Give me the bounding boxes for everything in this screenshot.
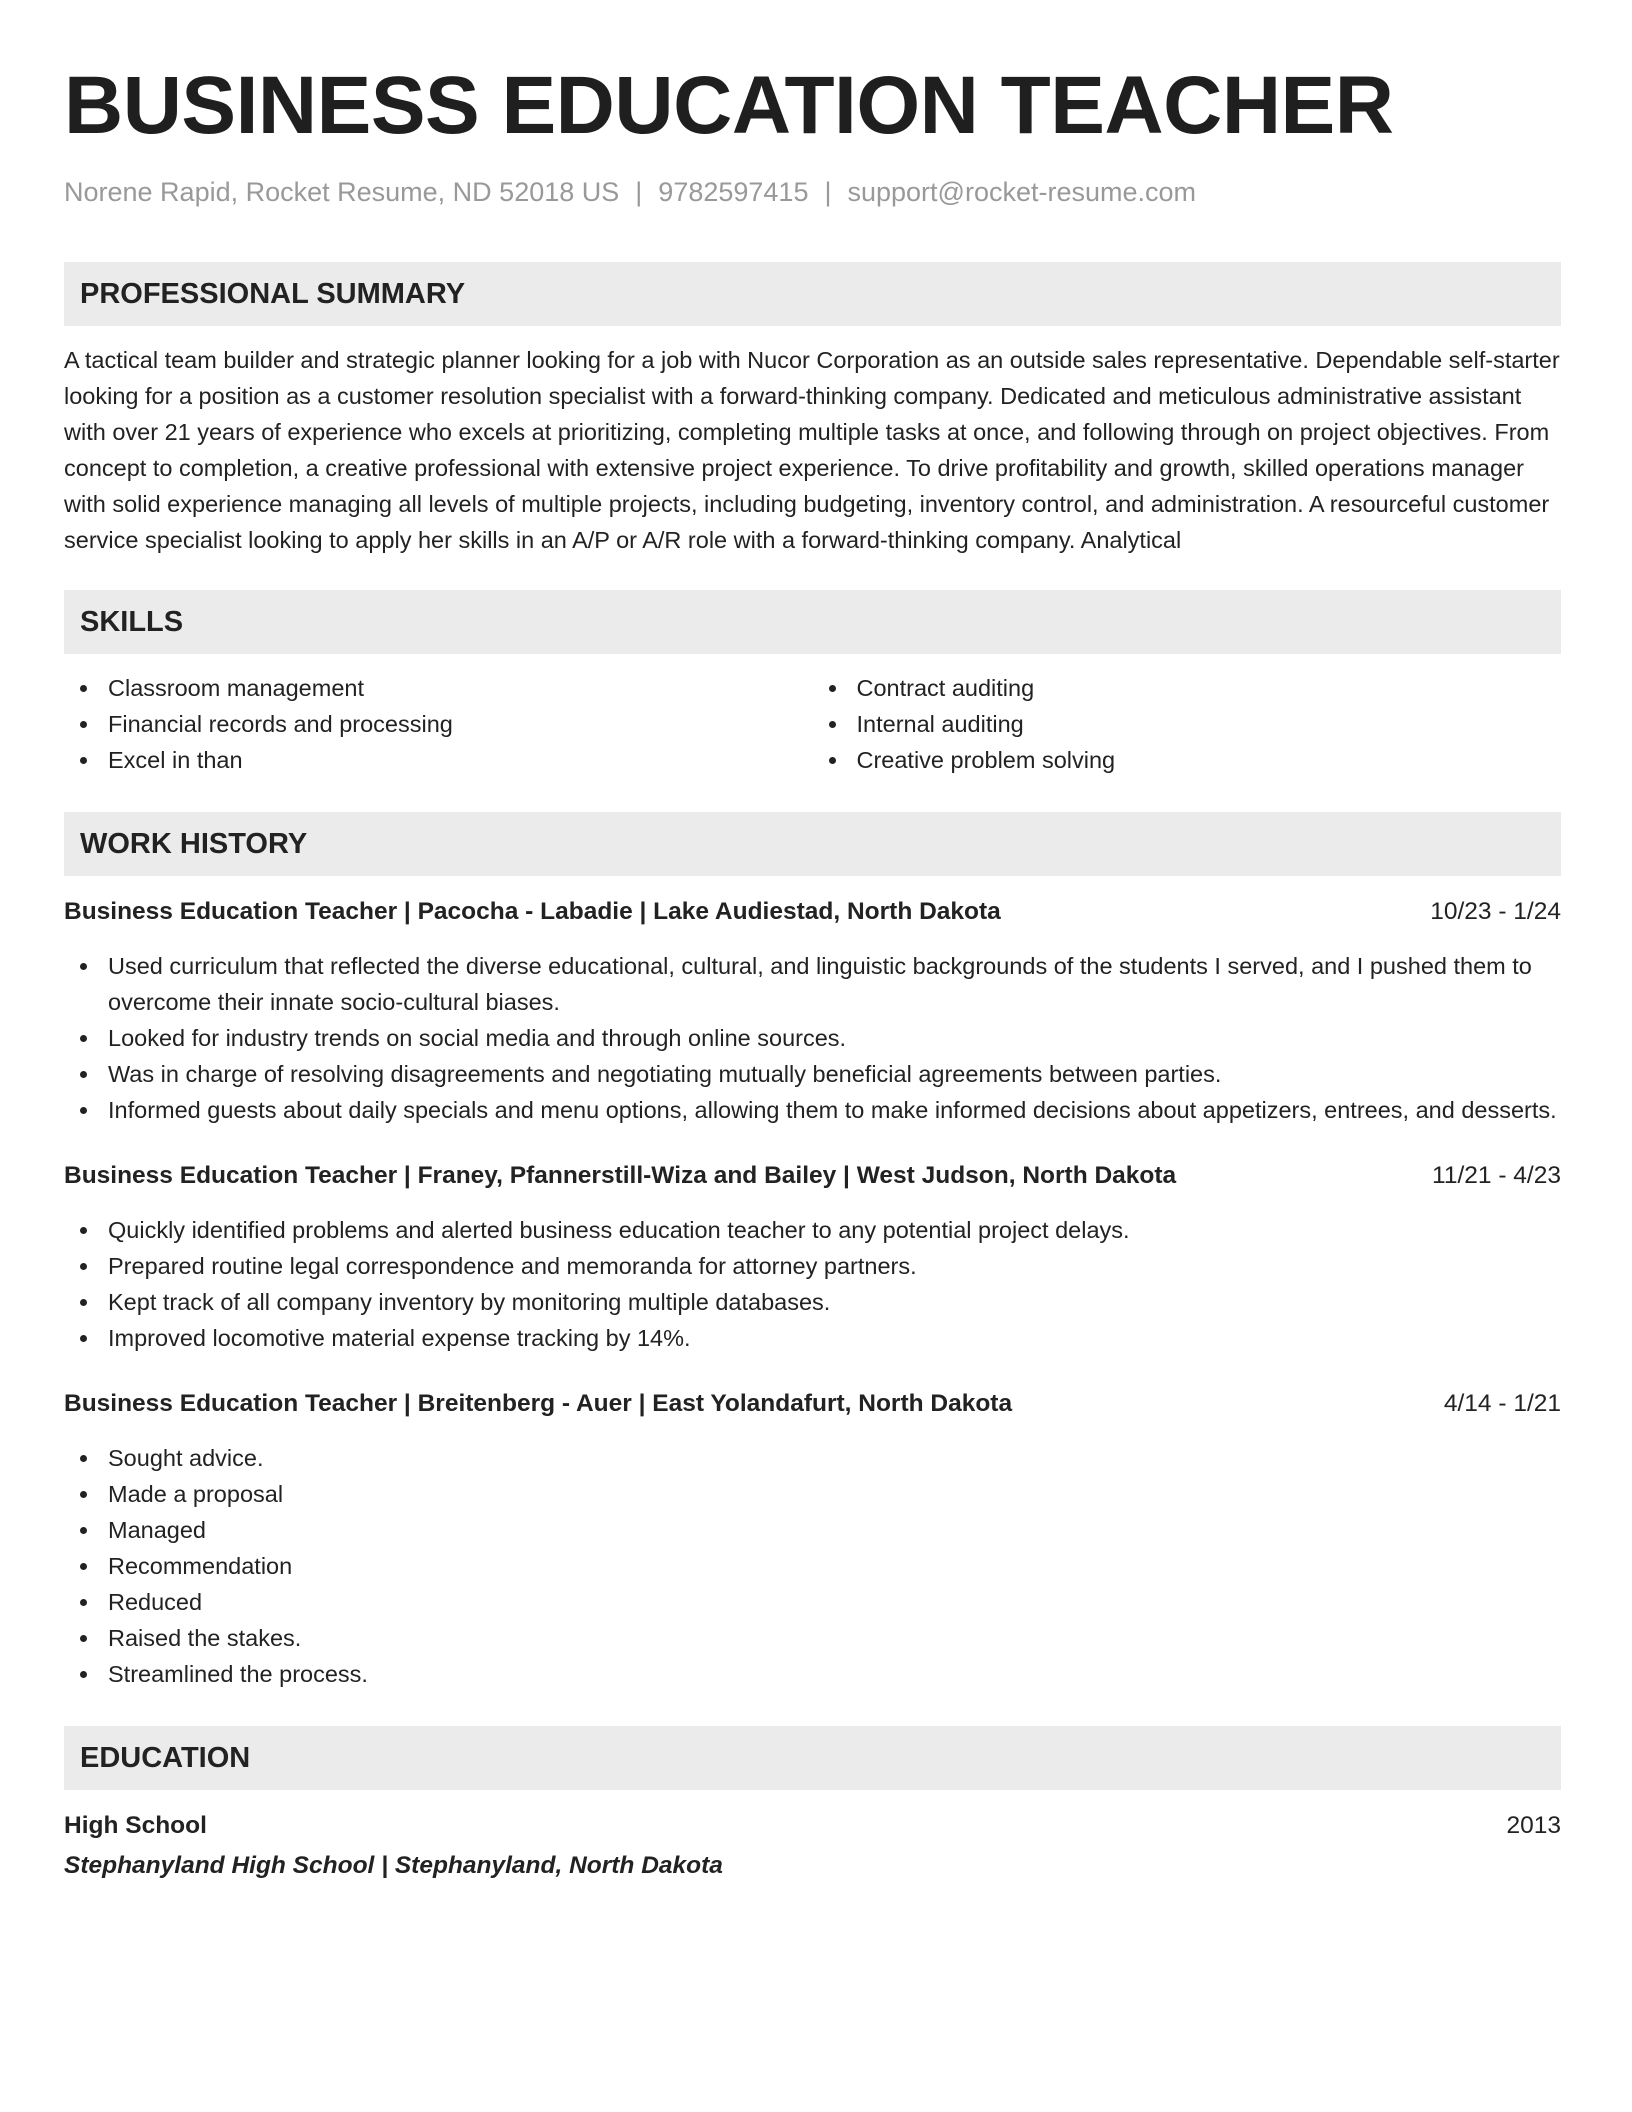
job-bullet: Raised the stakes. bbox=[64, 1620, 1561, 1656]
resume-page bbox=[64, 56, 1561, 1884]
job-bullet: Reduced bbox=[64, 1584, 1561, 1620]
job-entry bbox=[64, 894, 1561, 1128]
section-heading-work-history: WORK HISTORY bbox=[64, 812, 1561, 876]
job-bullet: Used curriculum that reflected the diverse educational, cultural, and linguistic backgrounds of the students I served, and I pushed them to overcome their innate socio-cultural biases. bbox=[64, 948, 1561, 1020]
job-bullet: Was in charge of resolving disagreements and negotiating mutually beneficial agreements between parties. bbox=[64, 1056, 1561, 1092]
job-bullets bbox=[64, 948, 1561, 1128]
skills-column-right bbox=[813, 670, 1562, 778]
job-bullets bbox=[64, 1440, 1561, 1692]
job-entry bbox=[64, 1386, 1561, 1692]
contact-separator: | bbox=[824, 177, 832, 207]
skill-item: Creative problem solving bbox=[813, 742, 1562, 778]
job-bullet: Recommendation bbox=[64, 1548, 1561, 1584]
skills-column-left bbox=[64, 670, 813, 778]
job-entry bbox=[64, 1158, 1561, 1356]
job-bullet: Improved locomotive material expense tracking by 14%. bbox=[64, 1320, 1561, 1356]
contact-line bbox=[64, 174, 1561, 210]
skill-item: Financial records and processing bbox=[64, 706, 813, 742]
skill-item: Classroom management bbox=[64, 670, 813, 706]
skill-item: Internal auditing bbox=[813, 706, 1562, 742]
contact-phone: 9782597415 bbox=[658, 177, 809, 207]
skill-item: Excel in than bbox=[64, 742, 813, 778]
job-bullet: Made a proposal bbox=[64, 1476, 1561, 1512]
job-header bbox=[64, 894, 1561, 930]
job-title: Business Education Teacher | Franey, Pfannerstill-Wiza and Bailey | West Judson, North Dakota bbox=[64, 1162, 1177, 1189]
job-dates: 10/23 - 1/24 bbox=[1430, 898, 1561, 925]
job-bullet: Sought advice. bbox=[64, 1440, 1561, 1476]
education-school: Stephanyland High School | Stephanyland, North Dakota bbox=[64, 1852, 723, 1879]
job-header bbox=[64, 1386, 1561, 1422]
education-entry bbox=[64, 1808, 1561, 1884]
job-dates: 11/21 - 4/23 bbox=[1432, 1162, 1561, 1189]
skills-list bbox=[64, 670, 1561, 778]
summary-text: A tactical team builder and strategic planner looking for a job with Nucor Corporation as an outside sales representative. Dependable self-starter looking for a position as a customer resolution specialist with a forward-thinking company. Dedicated and meticulous administrative assistant with over 21 years of experience who excels at prioritizing, completing multiple tasks at once, and following through on project objectives. From concept to completion, a creative professional with extensive project experience. To drive profitability and growth, skilled operations manager with solid experience managing all levels of multiple projects, including budgeting, inventory control, and administration. A resourceful customer service specialist looking to apply her skills in an A/P or A/R role with a forward-thinking company. Analytical bbox=[64, 347, 1560, 553]
job-bullet: Managed bbox=[64, 1512, 1561, 1548]
contact-email: support@rocket-resume.com bbox=[847, 177, 1197, 207]
contact-address: Norene Rapid, Rocket Resume, ND 52018 US bbox=[64, 177, 620, 207]
section-heading-skills: SKILLS bbox=[64, 590, 1561, 654]
job-title: Business Education Teacher | Breitenberg - Auer | East Yolandafurt, North Dakota bbox=[64, 1390, 1013, 1417]
job-dates: 4/14 - 1/21 bbox=[1443, 1390, 1561, 1417]
skill-item: Contract auditing bbox=[813, 670, 1562, 706]
job-header bbox=[64, 1158, 1561, 1194]
job-title: Business Education Teacher | Pacocha - Labadie | Lake Audiestad, North Dakota bbox=[64, 898, 1001, 925]
job-bullet: Quickly identified problems and alerted business education teacher to any potential project delays. bbox=[64, 1212, 1561, 1248]
job-bullet: Streamlined the process. bbox=[64, 1656, 1561, 1692]
education-year: 2013 bbox=[1506, 1812, 1561, 1839]
job-bullet: Kept track of all company inventory by monitoring multiple databases. bbox=[64, 1284, 1561, 1320]
resume-title: BUSINESS EDUCATION TEACHER bbox=[64, 60, 1394, 151]
job-bullets bbox=[64, 1212, 1561, 1356]
education-header bbox=[64, 1808, 1561, 1844]
job-bullet: Informed guests about daily specials and menu options, allowing them to make informed decisions about appetizers, entrees, and desserts. bbox=[64, 1092, 1561, 1128]
section-heading-summary: PROFESSIONAL SUMMARY bbox=[64, 262, 1561, 326]
education-degree: High School bbox=[64, 1812, 207, 1839]
section-heading-education: EDUCATION bbox=[64, 1726, 1561, 1790]
job-bullet: Prepared routine legal correspondence and memoranda for attorney partners. bbox=[64, 1248, 1561, 1284]
job-bullet: Looked for industry trends on social media and through online sources. bbox=[64, 1020, 1561, 1056]
contact-separator: | bbox=[635, 177, 643, 207]
